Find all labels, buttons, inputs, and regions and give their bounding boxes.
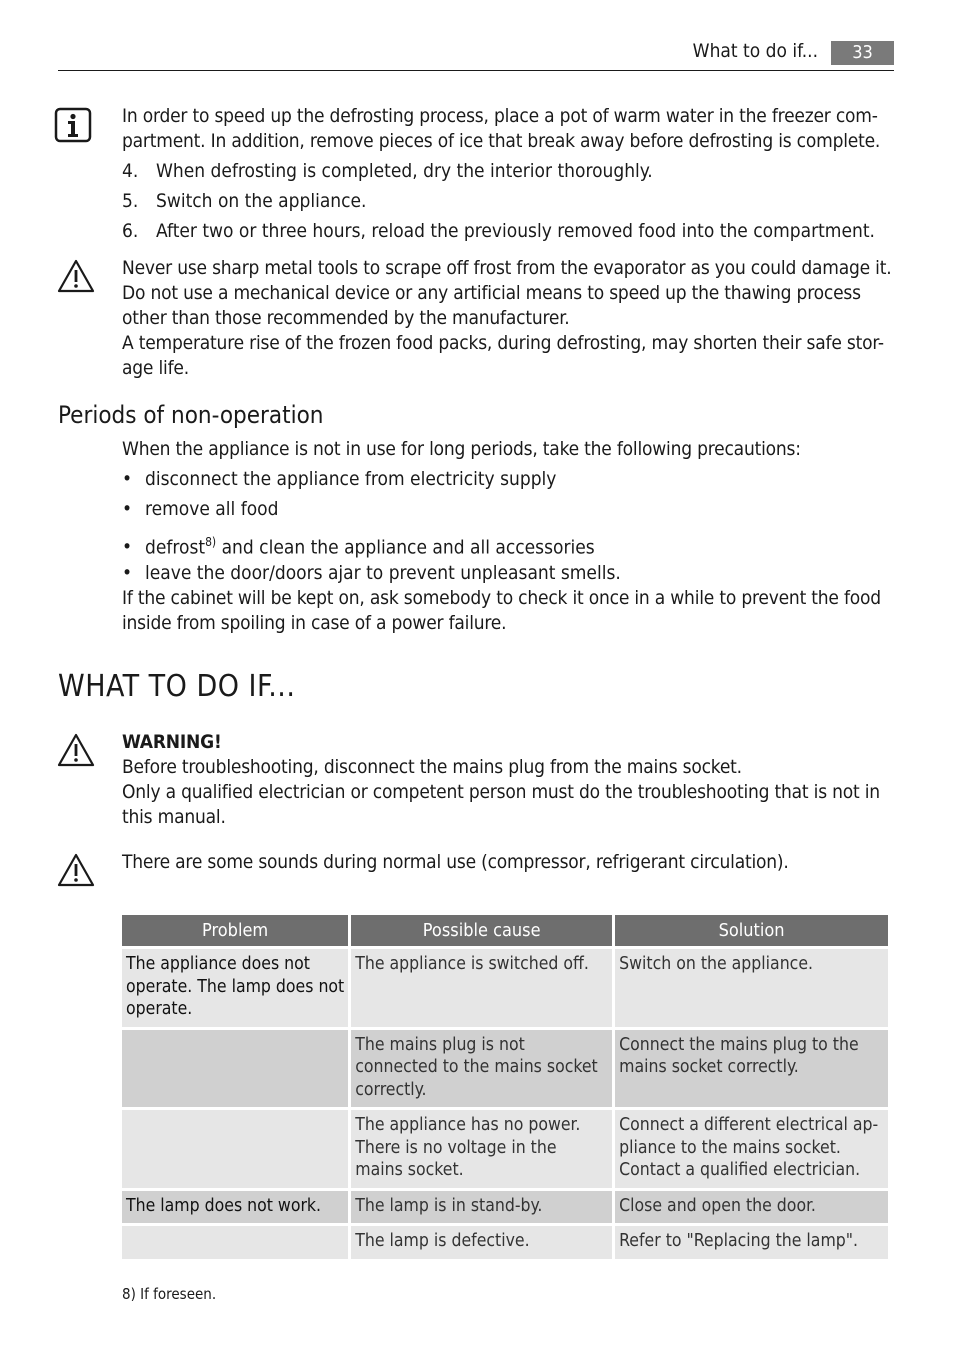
- step-text: Switch on the appliance.: [156, 190, 367, 212]
- step-item: [122, 189, 366, 214]
- warning-icon: [56, 852, 96, 892]
- warning-title: WARNING!: [122, 731, 222, 753]
- warning-line: Before troubleshooting, disconnect the mains plug from the mains socket.: [122, 756, 742, 778]
- footnote: 8) If foreseen.: [122, 1285, 217, 1303]
- info-note: [122, 104, 897, 154]
- table-header-row: [122, 915, 888, 946]
- caution-line: other than those recommended by the manufacturer.: [122, 307, 570, 329]
- caution-line: Do not use a mechanical device or any artificial means to speed up the thawing process: [122, 282, 861, 304]
- step-text: When defrosting is completed, dry the interior thoroughly.: [156, 160, 653, 182]
- bullet-item: • remove all food: [122, 498, 279, 520]
- periods-after: If the cabinet will be kept on, ask somebody to check it once in a while to prevent the food inside from spoiling in case of a power failure.: [122, 587, 881, 634]
- step-number: 4.: [122, 160, 139, 182]
- cell-solution: Connect the mains plug to the mains socket correctly.: [615, 1030, 888, 1108]
- column-header-cause: Possible cause: [351, 915, 612, 946]
- bullet-item: • defrost$^{8)}$ and clean the appliance and all accessories: [122, 535, 595, 559]
- info-icon: [54, 107, 92, 147]
- cell-cause: The mains plug is not connected to the mains socket correctly.: [351, 1030, 612, 1108]
- step-text: After two or three hours, reload the previously removed food into the compartment.: [156, 220, 875, 242]
- cell-problem: The appliance does not operate. The lamp does not operate.: [122, 949, 348, 1027]
- info-note-line: partment. In addition, remove pieces of ice that break away before defrosting is complete.: [122, 130, 881, 152]
- header-divider: [58, 70, 894, 71]
- chapter-heading: WHAT TO DO IF...: [58, 669, 296, 704]
- caution-line: Never use sharp metal tools to scrape off frost from the evaporator as you could damage it.: [122, 257, 892, 279]
- column-header-solution: Solution: [615, 915, 888, 946]
- step-item: [122, 159, 653, 184]
- troubleshooting-table: [119, 912, 891, 1262]
- periods-intro: When the appliance is not in use for long periods, take the following precautions:: [122, 438, 801, 460]
- periods-heading: Periods of non-operation: [58, 401, 324, 429]
- section-title: What to do if...: [692, 40, 818, 62]
- warning-icon: [56, 732, 96, 772]
- cell-solution: Switch on the appliance.: [615, 949, 888, 1027]
- sounds-note: There are some sounds during normal use (compressor, refrigerant circulation).: [122, 851, 789, 873]
- cell-problem: [122, 1226, 348, 1259]
- table-row: [122, 949, 888, 1027]
- cell-solution: Connect a different electrical ap-pliance to the mains socket. Contact a qualified electrician.: [615, 1110, 888, 1188]
- cell-solution: Close and open the door.: [615, 1191, 888, 1224]
- caution-line: A temperature rise of the frozen food packs, during defrosting, may shorten their safe stor-: [122, 332, 884, 354]
- warning-line: Only a qualified electrician or competent person must do the troubleshooting that is not in: [122, 781, 880, 803]
- warning-icon: [56, 258, 96, 298]
- footnote-ref: 8): [205, 535, 217, 549]
- column-header-problem: Problem: [122, 915, 348, 946]
- step-number: 6.: [122, 220, 139, 242]
- cell-problem: [122, 1030, 348, 1108]
- cell-cause: The lamp is defective.: [351, 1226, 612, 1259]
- page-number: 33: [831, 41, 894, 65]
- warning-block: [122, 730, 897, 830]
- table-row: [122, 1110, 888, 1188]
- bullet-item: • leave the door/doors ajar to prevent unpleasant smells.: [122, 562, 621, 584]
- info-note-line: In order to speed up the defrosting process, place a pot of warm water in the freezer com-: [122, 105, 878, 127]
- cell-cause: The appliance has no power. There is no voltage in the mains socket.: [351, 1110, 612, 1188]
- cell-cause: The lamp is in stand-by.: [351, 1191, 612, 1224]
- table-row: [122, 1191, 888, 1224]
- table-row: [122, 1226, 888, 1259]
- cell-cause: The appliance is switched off.: [351, 949, 612, 1027]
- cell-solution: Refer to "Replacing the lamp".: [615, 1226, 888, 1259]
- table-row: [122, 1030, 888, 1108]
- step-item: [122, 219, 875, 244]
- caution-defrost: [122, 256, 897, 381]
- cell-problem: The lamp does not work.: [122, 1191, 348, 1224]
- warning-line: this manual.: [122, 806, 226, 828]
- bullet-item: • disconnect the appliance from electricity supply: [122, 468, 557, 490]
- step-number: 5.: [122, 190, 139, 212]
- cell-problem: [122, 1110, 348, 1188]
- caution-line: age life.: [122, 357, 189, 379]
